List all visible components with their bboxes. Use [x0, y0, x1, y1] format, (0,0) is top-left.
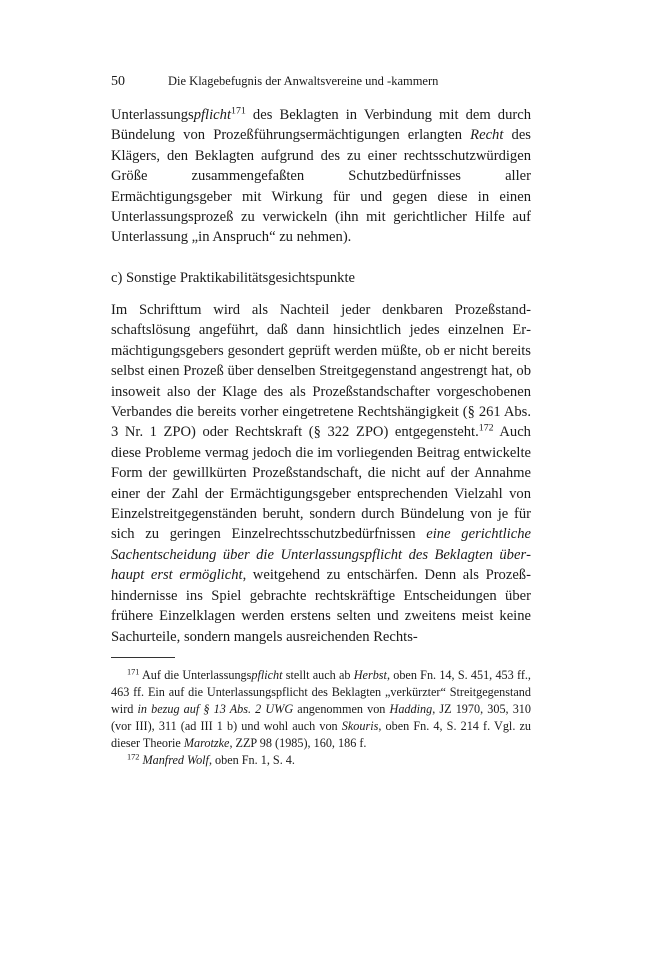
text-run: Unterlassungs [111, 107, 194, 123]
italic-run: pflicht [193, 107, 231, 123]
text-run: stellt auch ab [282, 668, 354, 682]
footnotes [111, 667, 531, 770]
text-run: Auch diese Probleme vermag jedoch die im vorliegenden Beitrag entwickelte Form der gewillkürten Prozeßstandschaft, die nicht auf der Annahme einer der Zahl der Ermächtigungsgeber entsprechenden Vielzahl von Einzelstreitgegenständen beruht, sondern durch Bündelung von je für sich zu geringen Einzelrechtsschutzbedürfnissen [111, 424, 531, 543]
section-heading: c) Sonstige Praktikabilitätsgesichtspunkte [111, 270, 356, 286]
running-title: Die Klagebefugnis der Anwaltsvereine und -kammern [168, 74, 439, 88]
text-run: des Klägers, den Beklagten aufgrund des zu einer rechtsschutzwürdigen Größe zusammengefaßten Schutzbedürfnisses aller Ermächtigungsgeber mit Wirkung für und gegen diese in einen Unterlassungsprozeß zu verwickeln (ihn mit gerichtlicher Hilfe auf Unterlassung „in Anspruch“ zu nehmen). [111, 127, 531, 246]
author-name: Hadding [389, 702, 433, 717]
text-run: Auf die Unterlassungs [139, 668, 252, 682]
author-name: Manfred Wolf [142, 753, 209, 768]
footnote-separator [111, 657, 175, 658]
footnote-ref-172: 172 [478, 422, 494, 434]
footnote-number: 171 [127, 667, 140, 677]
footnote-172 [111, 752, 531, 769]
text-run: des Beklagten in Verbindung mit dem durch Bündelung von Prozeßführungsermächtigungen erlangten [111, 107, 531, 144]
footnote-ref-171: 171 [231, 105, 246, 117]
text-run: angenommen von [293, 702, 390, 717]
italic-run: pflicht [251, 668, 283, 682]
italic-run: eine gerichtliche Sachentscheidung über die Unterlassungspflicht des Beklagten überhaupt erst ermöglicht [111, 526, 531, 584]
footnote-171 [111, 667, 531, 752]
text-run: , ZZP 98 (1985), 160, 186 f. [229, 736, 367, 751]
italic-run: Recht [470, 127, 504, 144]
author-name: Skouris [341, 719, 379, 734]
page-number: 50 [111, 74, 125, 89]
author-name: Herbst [353, 668, 387, 682]
paragraph-main [111, 300, 531, 647]
text-run: , oben Fn. 4, S. 214 f. Vgl. zu dieser Theorie [111, 719, 532, 751]
author-name: Marotzke [183, 736, 230, 751]
text-run: , weitgehend zu entschärfen. Denn als Prozeßhindernisse ins Spiel gebrachte rechtskräftige Entscheidungen über frühere Einzelklagen werden erstens selten und zweitens meist keine Sachurteile, sondern mangels ausreichenden Rechts- [111, 567, 531, 645]
text-run: Im Schrifttum wird als Nachteil jeder denkbaren Prozeßstandschaftslösung angeführt, daß dann hinsichtlich jedes einzelnen Ermächtigungsgebers gesondert geprüft werden müßte, ob er nicht bereits selbst einen Prozeß über denselben Streitgegenstand angestrengt hat, ob insoweit also der Klage des als Prozeßstandschafter vorgeschobenen Verbandes die bereits vorher eingetretene Rechtshängigkeit (§ 261 Abs. 3 Nr. 1 ZPO) oder Rechtskraft (§ 322 ZPO) entgegensteht. [111, 302, 531, 441]
footnote-number: 172 [127, 752, 140, 762]
running-header [111, 72, 531, 90]
paragraph-continuation [111, 105, 531, 248]
text-run: , oben Fn. 14, S. 451, 453 ff., 463 ff. Ein auf die Unterlassungspflicht des Beklagten „verkürzter“ Streitgegenstand wird [111, 668, 531, 717]
italic-run: in bezug auf § 13 Abs. 2 UWG [137, 702, 294, 717]
text-run: , oben Fn. 1, S. 4. [208, 753, 295, 768]
text-run: , JZ 1970, 305, 310 (vor III), 311 (ad III 1 b) und wohl auch von [111, 702, 531, 734]
